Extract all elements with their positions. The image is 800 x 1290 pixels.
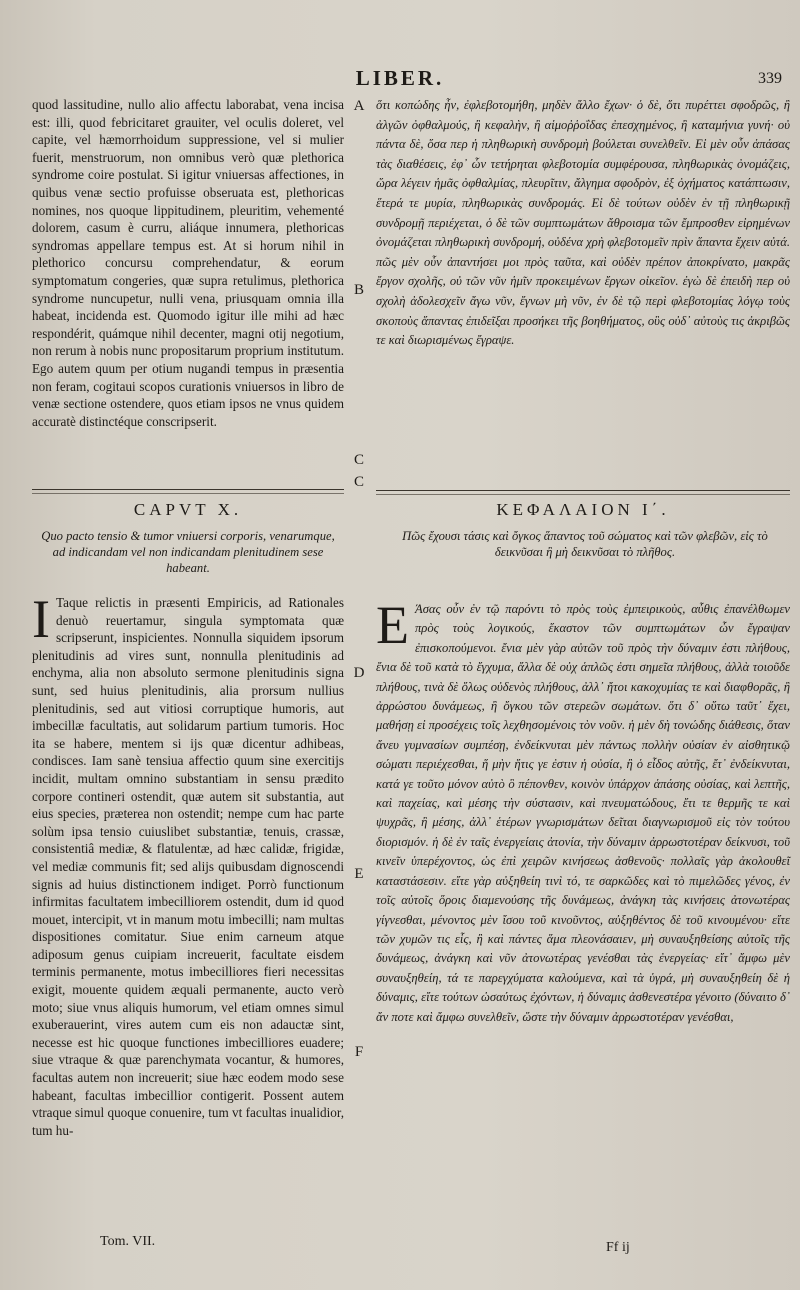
greek-column-top [376, 96, 790, 351]
margin-letter-c-upper: C [353, 452, 364, 468]
section-divider-left [32, 489, 344, 490]
margin-letter-c: C [353, 474, 364, 490]
margin-letter-e: E [354, 866, 364, 882]
latin-dropcap: I [32, 589, 50, 649]
greek-dropcap: Ε [376, 595, 409, 655]
chapter-subtitle-latin: Quo pacto tensio & tumor vniuersi corporis, venarumque, ad indicandam vel non indicandam plenitudinem sese habeant. [41, 529, 335, 575]
margin-letter-a: A [353, 98, 365, 114]
latin-column-body [32, 589, 344, 1139]
greek-paragraph-top: ὅτι κοπώδης ἦν, ἐφλεβοτομήθη, μηδὲν ἄλλο ἔχων· ὁ δὲ, ὅτι πυρέττει σφοδρῶς, ἢ ἀλγῶν ὀφθαλμούς, ἢ κεφαλὴν, ἢ αἱμοῤῥοΐδας ἐπεσχημένος, ἢ καταμήνια γυνή· οὐ πάντα δὲ, ὅσα περ ἡ πληθωρικὴ συνδρομὴ βούλεται συνελθεῖν. Εἰ μὲν οὖν ἁπάσας τὰς διαθέσεις, ἐφ᾽ ὧν τετήρηται φλεβοτομία συμφέρουσα, πληθωρικὰς ὀνομάζεις, ὥρα λέγειν ἡμᾶς ὀφθαλμίας, πλευρῖτιν, ἄλγημα σφοδρὸν, ἐξ ὀχήματος κατάπτωσιν, ἕτερά τε μυρία, πληθωρικὰς συνδρομάς. Εἰ δὲ τούτων οὐδὲν ἐν τῇ πληθωρικῇ συνδρομῇ περιέχεται, ὁ δὲ τῶν συμπτωμάτων ἄθροισμα τῶν ἔμπροσθεν εἰρημένων ὀνομάζεται πληθωρικὴ συνδρομή, οὐδένα χρὴ φλεβοτομεῖν πρὶν ἅπαντα ἔχειν αὐτά. πῶς μὲν οὖν ἀπαντήσει μοι πρὸς ταῦτα, καὶ οὐδὲν πρέπον ἀποκρίνατο, μακρᾶς ἔργον σχολῆς, οὐ τῶν νῦν ἡμῖν προκειμένων ἔργων οἰκεῖον. ἐγὼ δὲ ἐπειδὴ περ οὐ σχολὴ ἀδολεσχεῖν ἄγω νῦν, ἔγνων μὴ νῦν, ἐν δὲ τῷ περὶ φλεβοτομίας λόγῳ τοὺς σκοποὺς ἅπαντας ἐπιδεῖξαι προσήκει τῆς βοηθήματος, οὓς οὐδ᾽ αὐτοὺς τις ἀκριβῶς τε καὶ διωρισμένως ἔγραψε. [376, 98, 790, 348]
chapter-subtitle-greek: Πῶς ἔχουσι τάσις καὶ ὄγκος ἅπαντος τοῦ σώματος καὶ τῶν φλεβῶν, εἰς τὸ δεικνῦσαι ἢ μὴ δεικνῦσαι τὸ πλῆθος. [402, 529, 768, 559]
latin-paragraph-body [32, 589, 344, 1139]
margin-letter-d: D [353, 665, 365, 681]
section-divider-right-inner [376, 494, 790, 495]
signature-mark: Ff ij [606, 1240, 630, 1255]
greek-body-text: Άσας οὖν ἐν τῷ παρόντι τὸ πρὸς τοὺς ἐμπειρικοὺς, αὖθις ἐπανέλθωμεν πρὸς τοὺς λογικούς, ἕκαστον τῶν συμπτωμάτων ὧν ἔγραψαν ἐπισκοπούμενοι. ἔνια μὲν γὰρ αὐτῶν τοῦ πρὸς τὴν δύναμιν ἐστι πλήθους, ἔνια δὲ τοῦ κατὰ τὸ ἔγχυμα, ἄλλα δὲ οὐχ ἁπλῶς ἐστι σημεῖα πλήθους, ἀλλὰ τοιοῦδε πλήθους, τινὰ δὲ ὅλως οὐδενὸς πλήθους, ἀλλ᾽ ἤτοι κακοχυμίας τε καὶ διαφθορᾶς, ἢ ἀρρώστου δυνάμεως, ἢ ὄγκου τῶν στερεῶν σωμάτων. ὅτι δ᾽ οὕτω ταῦτ᾽ ἔχει, μαθήσῃ εἰ προσέχεις τοῖς λεχθησομένοις τὸν νοῦν. ἡ μὲν δὴ τονώδης διάθεσις, ὅταν ἄνευ γυμνασίων συμπέσῃ, ἐνδείκνυται μὲν πάντως πολλὴν οὐσίαν ἐν αἰσθητικῷ σώματι περιέχεσθαι, ἥ μὴν ἥτις γε ἐστιν ἡ οὐσία, ἢ ὁ εἶδος αὐτῆς, ἔτ᾽ ἐνδείκνυται, κατά γε τοῦτο μόνον αὐτὸ ὃ πέπονθεν, κοινὸν ὑπάρχον ἁπάσης οὐσίας, καὶ λεπτῆς, καὶ παχείας, καὶ μέσης τὴν σύστασιν, καὶ πνευματώδους, ἔτι τε θερμῆς τε καὶ ψυχρᾶς, ἢ μέσης, ἀλλ᾽ ἑτέρων γνωρισμάτων δεῖται διαγνωρισμοῦ εἰς τὸν τούτου διορισμόν. ἡ δὲ ἐν ταῖς ἐνεργείαις ἀτονία, τὴν δύναμιν ἀρρωστοτέραν δείκνυσι, τοῦ κινεῖν ὑπερέχοντος, ὡς ἐπὶ χειρῶν κινήσεως ἀσθενοῦς· πολλαῖς γὰρ ἀκολουθεῖ καταστάσεσιν. εἴτε γὰρ αὐξηθείη τινὶ τό, τε σαρκῶδες καὶ τὸ πιμελῶδες γένος, ἐν τοῖς αὐτοῖς ὅροις διαμενούσης τῆς δυνάμεως, ἀνάγκη τὰς κινήσεις ἀτονωτέρας γίγνεσθαι, μένοντος μὲν ἴσου τοῦ κινοῦντος, αὐξηθέντος δὲ τοῦ κινουμένου· εἴτε τῶν χυμῶν τις εἷς, ἢ καὶ πάντες ἅμα πλεονάσαιεν, μὴ συναυξηθείσης αὐτοῖς τῆς δυνάμεως, ἀνάγκη καὶ νῦν ἀτονωτέρας γενέσθαι τὰς ἐνεργείας· εἴτ᾽ ἄμφω μὲν συναυξηθείη, τά τε παρεγχύματα καλούμενα, καὶ τὰ ὑγρά, μὴ συναυξηθείη δὲ ἡ δύναμις, εἴτε τούτων ὡσαύτως ἐχόντων, ἡ δύναμις ἀσθενεστέρα γένοιτο (δύναιτο δ᾽ ἄν ποτε καὶ ἄμφω συνελθεῖν, ὥστε τὴν δύναμιν ἀρρωστοτέραν γενέσθαι, [376, 602, 790, 1024]
chapter-heading-latin: CAPVT X. [133, 500, 243, 519]
margin-letter-b: B [353, 282, 364, 298]
chapter-heading-greek: ΚΕΦΑΛΑΙΟΝ Ι΄. [496, 500, 670, 519]
section-divider-left-inner [32, 493, 344, 494]
greek-column-body [376, 595, 790, 1027]
page-number: 339 [758, 70, 782, 87]
running-title: LIBER. [355, 66, 445, 90]
section-divider-right [376, 490, 790, 491]
greek-paragraph-body [376, 595, 790, 1027]
latin-column-top [32, 96, 344, 430]
margin-letter-f: F [354, 1044, 364, 1060]
latin-paragraph-top: quod lassitudine, nullo alio affectu laborabat, vena incisa est: illi, quod febricitaret grauiter, vel oculis doleret, vel capite, vel hæmorrhoidum suppressione, vel si mulier fuerit, menstruorum, non omnibus verò quæ plethorica syndrome coire postulat. Si igitur vniuersas affectiones, in quibus venæ sectio profuisse obseruata est, plethoricas nomines, nos quoque lippitudinem, pleuritim, vehementé dolorem, casum è curru, aliáque innumera, plethoricas syndromas appellare tempus est. At si horum nihil in plethorico concursu comprehendatur, & eorum symptomatum congeries, quæ supra retulimus, plethorica syndrome nuncupetur, nulli vena, priusquam omnia illa habeat, incidenda est. Quomodo igitur ille mihi ad hæc respondérit, quámque nihil decenter, magni otij negotium, non rerum à nobis nunc propositarum proprium institutum. Ego autem quum per otium nugandi tempus in præsentia non feram, cogitaui scopos curationis vniuersos in libro de venæ sectione ostendere, quos etiam ipsos ne vnus quidem accuratè distinctéque conscripserit. [32, 97, 344, 429]
volume-footer: Tom. VII. [100, 1234, 156, 1249]
latin-body-text: Taque relictis in præsenti Empiricis, ad Rationales denuò reuertamur, singula symptomata quæ scripserunt, inspicientes. Nonnulla siquidem ipsorum plenitudinis ad vires sunt, nonnulla plenitudinis ad enchyma, alia non absoluto sermone plenitudinis signa sunt, sed huius plenitudinis, alia prorsum nullius plenitudinis, sed aut vitiosi corruptique humoris, aut imbecillæ facultatis, aut solidarum partium tumoris. Hoc ita se habere, mentem si ijs quæ dicentur adhibeas, condisces. Iam sanè tensiua affectio quum sine exercitijs incidit, multam omnino substantiam in sensu prædito corpore contineri ostendit, quæ autem sit substantia, aut eius species, præterea non ostendit; nempe cum hac parte solùm ipsa tensio cuiuslibet substantiæ, tenuis, crassæ, consistentiâ mediæ, & flatulentæ, ad hæc calidæ, frigidæ, vel mediæ communis fit; sed alijs quibusdam dignoscendi signis ad huius distinctionem indiget. Porrò functionum infirmitas facultatem imbecilliorem ostendit, dum id quod mouet, intercipit, vt in manum motu imbecilli; nam multas dispositiones comitatur. Siue enim carneum atque adiposum genus cuipiam increuerit, facultate eisdem terminis permanente, motus imbecilliores fieri necessitas exigit, mouente quidem æquali permanente, aucto verò moto; siue vnus aliquis humorum, vel etiam omnes simul exuberauerint, vires autem cum eis non adauctæ sint, necesse est hic quoque functiones imbecilliores euadere; siue vtraque & quæ parenchymata vocantur, & humores, facultas autem non increuerit; siue hæc eodem modo sese habeant, facultas imbecillior contigerit. Possent autem vtraque simul quoque conuenire, tum vt facultas inualidior, tum hu- [32, 595, 344, 1138]
